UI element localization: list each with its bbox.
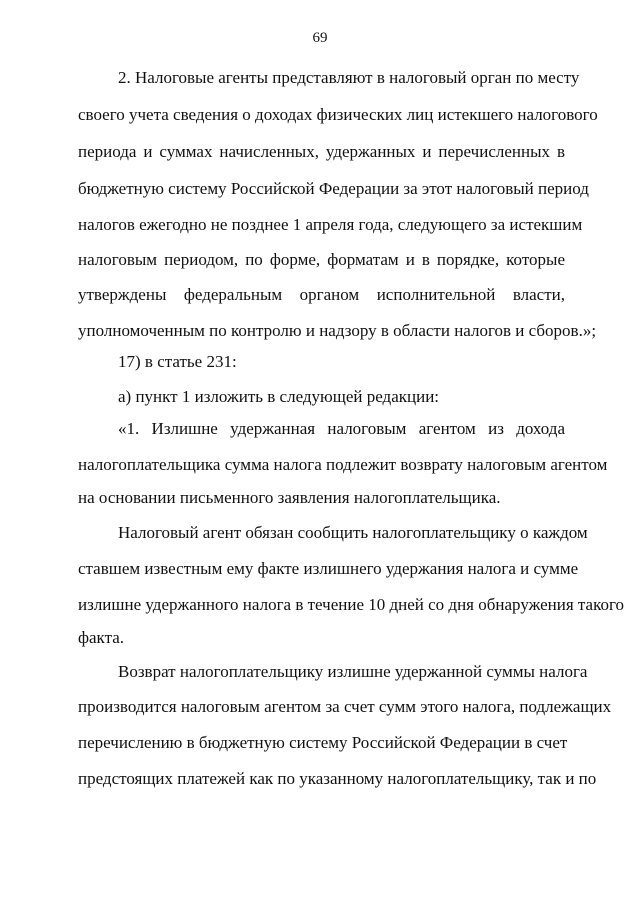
text-line: производится налоговым агентом за счет сумм этого налога, подлежащих bbox=[78, 697, 612, 716]
text-line: «1. Излишне удержанная налоговым агентом из дохода bbox=[118, 419, 565, 438]
text-line: налогоплательщика сумма налога подлежит возврату налоговым агентом bbox=[78, 455, 608, 474]
text-line: перечислению в бюджетную систему Российской Федерации в счет bbox=[78, 733, 568, 752]
text-line: а) пункт 1 изложить в следующей редакции: bbox=[118, 387, 440, 406]
text-line: излишне удержанного налога в течение 10 дней со дня обнаружения такого bbox=[78, 595, 625, 614]
text-line: предстоящих платежей как по указанному налогоплательщику, так и по bbox=[78, 769, 597, 788]
text-line: факта. bbox=[78, 628, 125, 647]
text-line: бюджетную систему Российской Федерации за этот налоговый период bbox=[78, 179, 589, 198]
text-line: налогов ежегодно не позднее 1 апреля года, следующего за истекшим bbox=[78, 215, 583, 234]
text-line: утверждены федеральным органом исполнительной власти, bbox=[78, 285, 565, 304]
text-line: периода и суммах начисленных, удержанных и перечисленных в bbox=[78, 142, 565, 161]
text-line: Налоговый агент обязан сообщить налогоплательщику о каждом bbox=[118, 523, 588, 542]
text-line: на основании письменного заявления налогоплательщика. bbox=[78, 488, 501, 507]
text-line: Возврат налогоплательщику излишне удержанной суммы налога bbox=[118, 662, 588, 681]
text-line: налоговым периодом, по форме, форматам и в порядке, которые bbox=[78, 250, 565, 269]
text-line: своего учета сведения о доходах физических лиц истекшего налогового bbox=[78, 105, 598, 124]
text-line: уполномоченным по контролю и надзору в области налогов и сборов.»; bbox=[78, 321, 597, 340]
page-number: 69 bbox=[312, 30, 328, 46]
text-line: 17) в статье 231: bbox=[118, 352, 237, 371]
text-line: ставшем известным ему факте излишнего удержания налога и сумме bbox=[78, 559, 579, 578]
text-line: 2. Налоговые агенты представляют в налоговый орган по месту bbox=[118, 68, 580, 87]
